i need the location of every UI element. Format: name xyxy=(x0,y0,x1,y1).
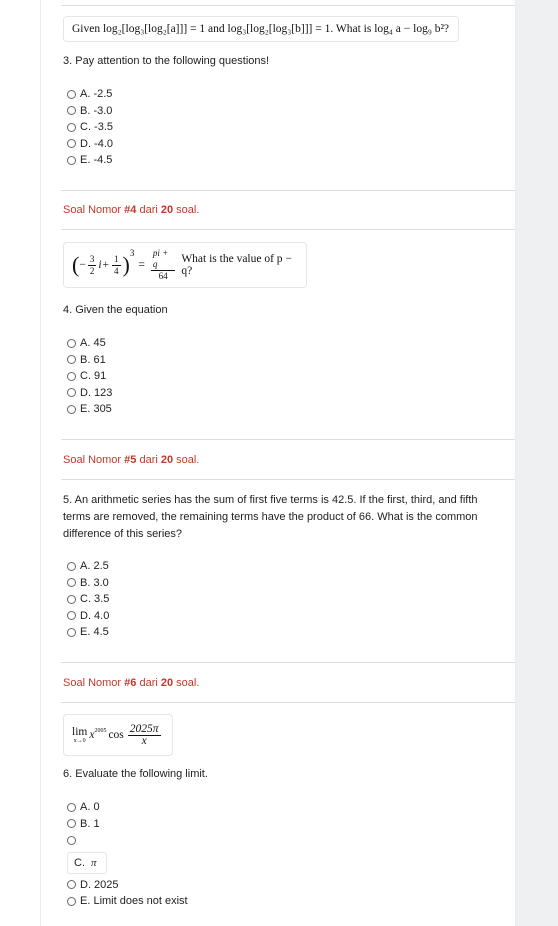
radio-button[interactable] xyxy=(67,106,76,115)
q5-option-e[interactable]: E. 4.5 xyxy=(67,624,109,641)
radio-button[interactable] xyxy=(67,578,76,587)
q4-options xyxy=(67,335,112,418)
q6-option-c-radio[interactable] xyxy=(67,832,188,849)
q3-equation-card xyxy=(63,16,459,42)
q4-option-e[interactable]: E. 305 xyxy=(67,401,112,418)
q3-options xyxy=(67,86,113,169)
q6-option-e[interactable]: E. Limit does not exist xyxy=(67,893,188,910)
radio-button[interactable] xyxy=(67,355,76,364)
radio-button[interactable] xyxy=(67,819,76,828)
q5-prompt: 5. An arithmetic series has the sum of first five terms is 42.5. If the first, third, and fifth terms are removed, the remaining terms have the product of 66. What is the common difference of this series? xyxy=(63,494,478,540)
q6-header: Soal Nomor #6 dari 20 soal. xyxy=(63,677,200,689)
scrollbar-track[interactable] xyxy=(515,0,558,926)
q4-option-c[interactable]: C. 91 xyxy=(67,368,112,385)
q3-option-a[interactable]: A. -2.5 xyxy=(67,86,113,103)
q3-option-c[interactable]: C. -3.5 xyxy=(67,119,113,136)
radio-button[interactable] xyxy=(67,880,76,889)
q3-equation: Given log₂[log₃[log₂[a]]] = 1 and log₃[log₂[log₃[b]]] = 1. What is log₄ a − log₉ b²? xyxy=(72,23,450,35)
radio-button[interactable] xyxy=(67,628,76,637)
q4-header: Soal Nomor #4 dari 20 soal. xyxy=(63,204,200,216)
q5-option-d[interactable]: D. 4.0 xyxy=(67,608,109,625)
q5-option-b[interactable]: B. 3.0 xyxy=(67,575,109,592)
divider xyxy=(61,439,515,440)
radio-button[interactable] xyxy=(67,123,76,132)
radio-button[interactable] xyxy=(67,562,76,571)
radio-button[interactable] xyxy=(67,611,76,620)
q5-header: Soal Nomor #5 dari 20 soal. xyxy=(63,454,200,466)
q5-option-a[interactable]: A. 2.5 xyxy=(67,558,109,575)
divider xyxy=(61,702,515,703)
radio-button[interactable] xyxy=(67,897,76,906)
divider xyxy=(61,479,515,480)
q6-option-b[interactable]: B. 1 xyxy=(67,816,188,833)
quiz-page xyxy=(40,0,516,926)
q4-equation: ( − $\frac{3}{2}$ i + $\frac{1}{4}$ ) $^3$ = $\frac{pi + q}{64}$ What is the value of p − q? xyxy=(72,248,292,281)
divider xyxy=(61,190,515,191)
radio-button[interactable] xyxy=(67,836,76,845)
radio-button[interactable] xyxy=(67,156,76,165)
radio-button[interactable] xyxy=(67,90,76,99)
radio-button[interactable] xyxy=(67,339,76,348)
divider xyxy=(61,662,515,663)
q3-option-d[interactable]: D. -4.0 xyxy=(67,136,113,153)
q4-equation-card xyxy=(63,242,307,288)
radio-button[interactable] xyxy=(67,595,76,604)
radio-button[interactable] xyxy=(67,803,76,812)
q3-option-b[interactable]: B. -3.0 xyxy=(67,103,113,120)
q4-option-a[interactable]: A. 45 xyxy=(67,335,112,352)
radio-button[interactable] xyxy=(67,405,76,414)
q6-equation-card xyxy=(63,714,173,756)
q6-prompt: 6. Evaluate the following limit. xyxy=(63,768,208,780)
q5-option-c[interactable]: C. 3.5 xyxy=(67,591,109,608)
q4-option-d[interactable]: D. 123 xyxy=(67,385,112,402)
q6-equation: lim x→0 x $^{2005}$ cos $\frac{2025\pi}{x}$ xyxy=(72,722,159,747)
q6-option-c-card[interactable]: C. π xyxy=(67,852,107,874)
divider xyxy=(61,5,515,6)
q6-option-d[interactable]: D. 2025 xyxy=(67,877,188,894)
radio-button[interactable] xyxy=(67,388,76,397)
divider xyxy=(61,229,515,230)
q3-prompt: 3. Pay attention to the following questions! xyxy=(63,55,270,67)
q6-options xyxy=(67,799,188,910)
q5-options xyxy=(67,558,109,641)
radio-button[interactable] xyxy=(67,139,76,148)
q4-prompt: 4. Given the equation xyxy=(63,304,168,316)
radio-button[interactable] xyxy=(67,372,76,381)
q6-option-a[interactable]: A. 0 xyxy=(67,799,188,816)
q3-option-e[interactable]: E. -4.5 xyxy=(67,152,113,169)
q4-option-b[interactable]: B. 61 xyxy=(67,352,112,369)
